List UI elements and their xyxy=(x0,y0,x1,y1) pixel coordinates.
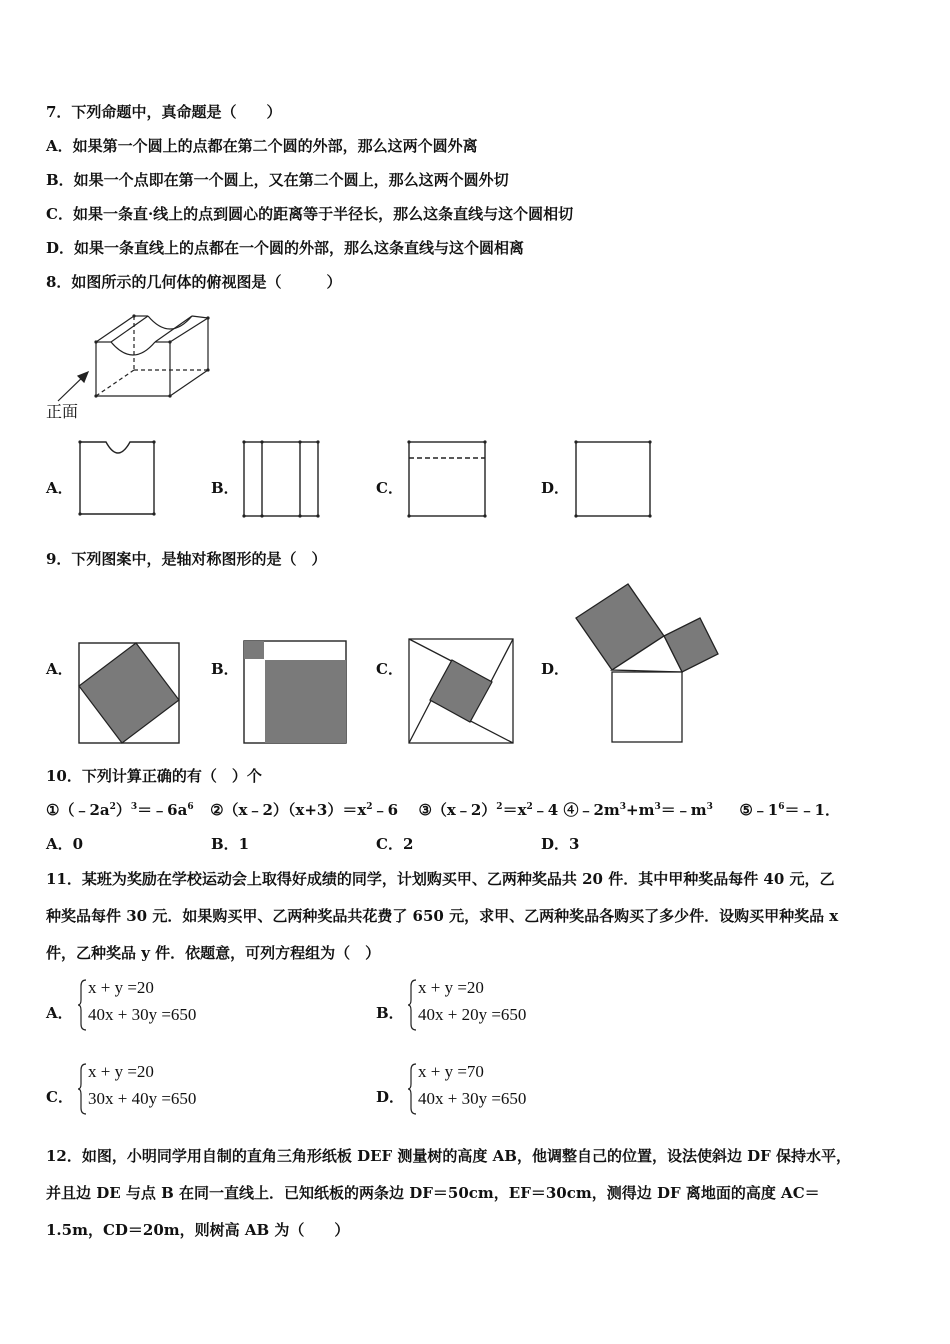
q10-stem: 10．下列计算正确的有（ ）个 xyxy=(46,767,262,785)
system-a-row2: 40x + 30y =650 xyxy=(88,1005,197,1024)
q7-option-d: D．如果一条直线上的点都在一个圆的外部，那么这条直线与这个圆相离 xyxy=(46,239,525,257)
q9-option-d-figure xyxy=(572,582,722,748)
q7-option-a: A．如果第一个圆上的点都在第二个圆的外部，那么这两个圆外离 xyxy=(46,137,478,155)
system-d-row2: 40x + 30y =650 xyxy=(418,1089,527,1108)
q12-line3: 1.5m，CD＝20m，则树高 AB 为（ ） xyxy=(46,1221,350,1239)
q7-option-b: B．如果一个点即在第一个圆上，又在第二个圆上，那么这两个圆外切 xyxy=(46,171,509,189)
brace-icon xyxy=(408,1062,418,1116)
q11-system-b xyxy=(408,978,578,1034)
q8-label-d: D． xyxy=(541,479,570,497)
q8-stem: 8．如图所示的几何体的俯视图是（ ） xyxy=(46,273,342,291)
system-c-row2: 30x + 40y =650 xyxy=(88,1089,197,1108)
q10-option-a: A．0 xyxy=(46,835,84,853)
q11-stem-line2: 种奖品每件 30 元．如果购买甲、乙两种奖品共花费了 650 元，求甲、乙两种奖品各购买了多少件．设购买甲种奖品 x xyxy=(46,907,839,925)
q9-option-b-figure xyxy=(243,640,349,746)
q12-line2: 并且边 DE 与点 B 在同一直线上．已知纸板的两条边 DF＝50cm，EF＝30cm，测得边 DF 离地面的高度 AC＝ xyxy=(46,1184,820,1202)
system-b-row1: x + y =20 xyxy=(418,978,484,997)
q10-option-d: D．3 xyxy=(541,835,580,853)
q12-line1: 12．如图，小明同学用自制的直角三角形纸板 DEF 测量树的高度 AB，他调整自己的位置，设法使斜边 DF 保持水平， xyxy=(46,1147,852,1165)
brace-icon xyxy=(78,978,88,1032)
q8-option-c-view xyxy=(405,438,489,522)
q8-label-c: C． xyxy=(376,479,403,497)
system-d-row1: x + y =70 xyxy=(418,1062,484,1081)
q9-label-d: D． xyxy=(541,660,570,678)
q7-option-c: C．如果一条直·线上的点到圆心的距离等于半径长，那么这条直线与这个圆相切 xyxy=(46,205,574,223)
q8-label-a: A． xyxy=(46,479,73,497)
q11-system-d xyxy=(408,1062,578,1118)
q8-label-b: B． xyxy=(211,479,239,497)
q11-system-c xyxy=(78,1062,248,1118)
q11-label-d: D． xyxy=(376,1088,405,1106)
q10-option-c: C．2 xyxy=(376,835,414,853)
q8-option-a-view xyxy=(76,436,160,520)
q10-expressions: $①(﹣2a^2)^3=﹣6a^6$ $②(x﹣2)(x+3)=x^2﹣6$ $③(x﹣2)^2=x^2﹣4$ $④﹣2m^3+m^3=﹣m^3$ $⑤﹣1^6=﹣1$． xyxy=(46,801,840,819)
q9-option-a-figure xyxy=(78,642,182,746)
system-b-row2: 40x + 20y =650 xyxy=(418,1005,527,1024)
q9-label-c: C． xyxy=(376,660,403,678)
system-c-row1: x + y =20 xyxy=(88,1062,154,1081)
q11-stem-line1: 11．某班为奖励在学校运动会上取得好成绩的同学，计划购买甲、乙两种奖品共 20 件．其中甲种奖品每件 40 元，乙 xyxy=(46,870,835,888)
q9-label-a: A． xyxy=(46,660,73,678)
q7-stem: 7．下列命题中，真命题是（ ） xyxy=(46,103,282,121)
brace-icon xyxy=(408,978,418,1032)
q11-label-a: A． xyxy=(46,1004,73,1022)
q11-system-a xyxy=(78,978,248,1034)
q9-option-c-figure xyxy=(408,638,516,746)
q8-front-label: 正面 xyxy=(46,402,79,421)
system-a-row1: x + y =20 xyxy=(88,978,154,997)
q9-label-b: B． xyxy=(211,660,239,678)
q9-stem: 9．下列图案中，是轴对称图形的是（ ） xyxy=(46,550,327,568)
q8-option-b-view xyxy=(240,438,324,522)
brace-icon xyxy=(78,1062,88,1116)
q10-option-b: B．1 xyxy=(211,835,250,853)
q11-label-b: B． xyxy=(376,1004,404,1022)
q11-label-c: C． xyxy=(46,1088,73,1106)
q11-stem-line3: 件，乙种奖品 y 件．依题意，可列方程组为（ ） xyxy=(46,944,381,962)
q8-option-d-view xyxy=(572,438,656,522)
